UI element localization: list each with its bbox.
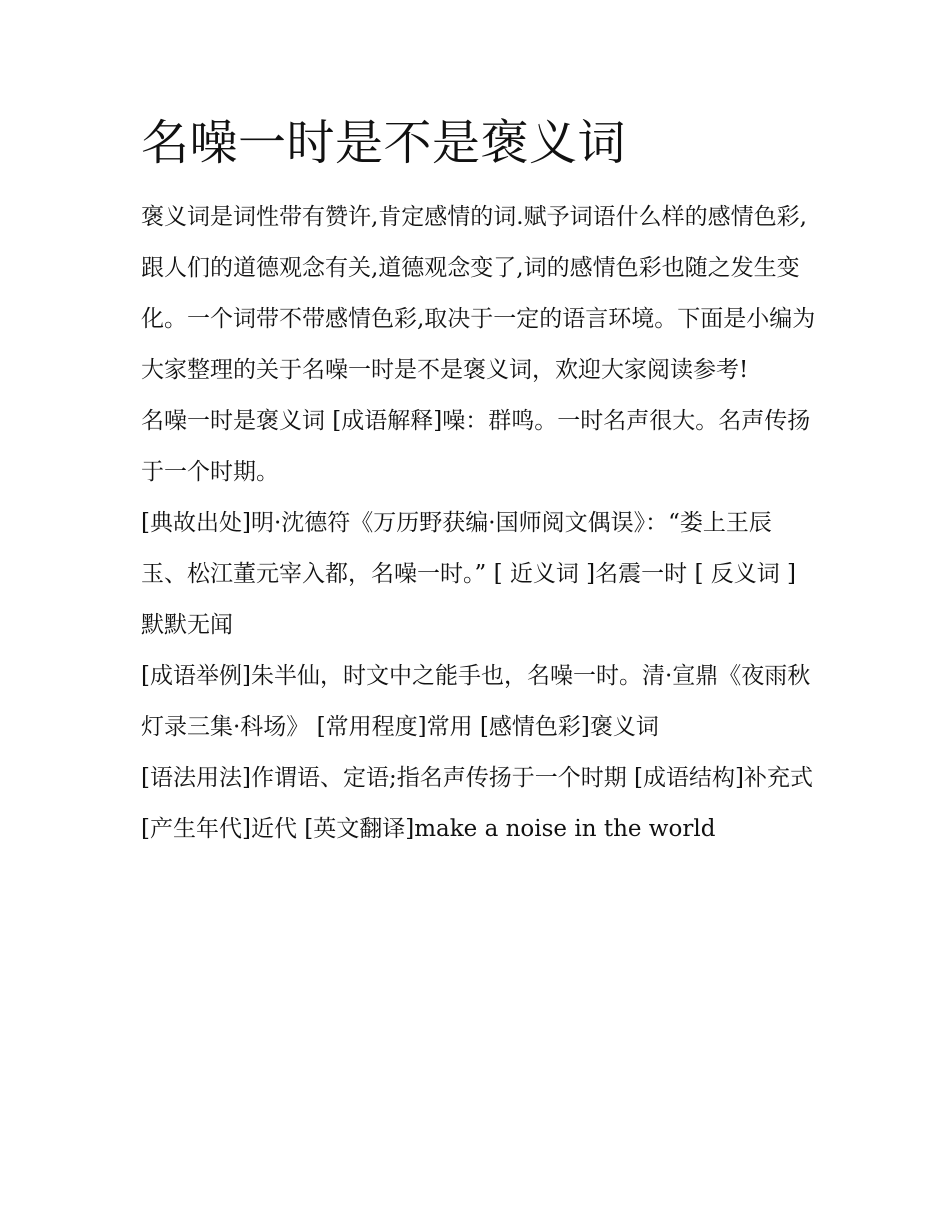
document-page bbox=[141, 112, 817, 855]
paragraph-explanation: 名噪一时是褒义词 [成语解释]噪：群鸣。一时名声很大。名声传扬于一个时期。 bbox=[141, 408, 811, 486]
paragraph-usage: [语法用法]作谓语、定语;指名声传扬于一个时期 [成语结构]补充式 [产生年代]近代 [英文翻译]make a noise in the world bbox=[141, 765, 813, 843]
paragraph-intro: 褒义词是词性带有赞许,肯定感情的词.赋予词语什么样的感情色彩,跟人们的道德观念有关,道德观念变了,词的感情色彩也随之发生变化。一个词带不带感情色彩,取决于一定的语言环境。下面是小编为大家整理的关于名噪一时是不是褒义词，欢迎大家阅读参考! bbox=[141, 204, 816, 384]
paragraph-origin: [典故出处]明·沈德符《万历野获编·国师阅文偶误》：“娄上王辰玉、松江董元宰入都，名噪一时。” [ 近义词 ]名震一时 [ 反义词 ]默默无闻 bbox=[141, 510, 797, 639]
document-title: 名噪一时是不是褒义词 bbox=[141, 115, 627, 171]
paragraph-example: [成语举例]朱半仙，时文中之能手也，名噪一时。清·宣鼎《夜雨秋灯录三集·科场》 [常用程度]常用 [感情色彩]褒义词 bbox=[141, 663, 811, 741]
